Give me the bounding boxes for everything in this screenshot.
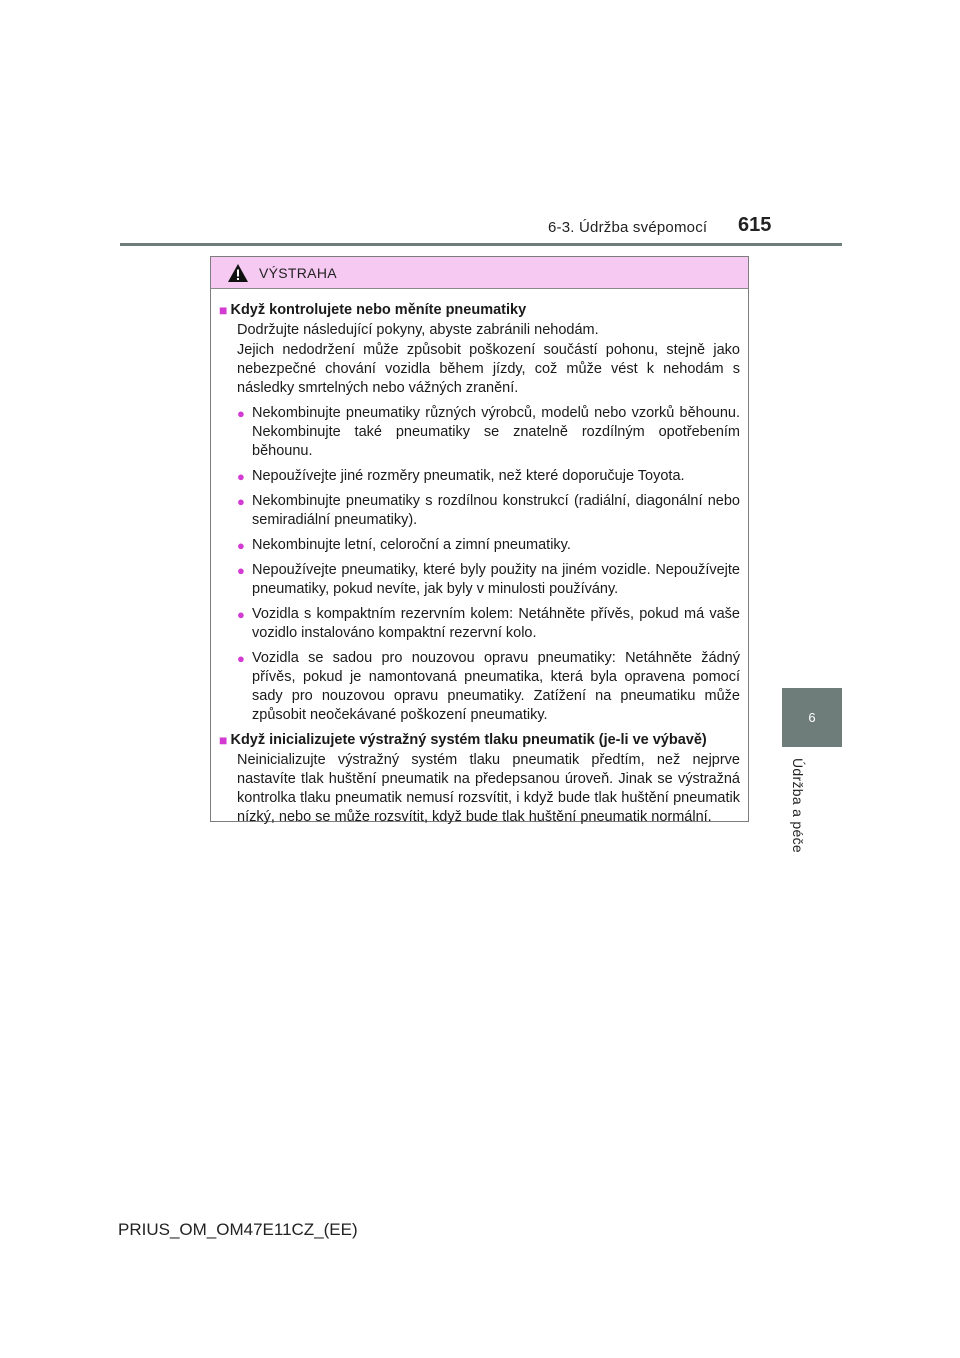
list-item: ● Vozidla se sadou pro nouzovou opravu pneumatiky: Netáhněte žádný přívěs, pokud je namontovaná pneumatika, která byla opravena pomocí sady pro nouzovou opravu pneumatiky. Zatížení na pneumatiku může způsobit neočekávané poškození pneumatiky. <box>237 650 740 723</box>
chapter-number: 6 <box>808 710 816 725</box>
warning-triangle-icon <box>227 263 249 283</box>
warning-title: VÝSTRAHA <box>259 264 337 281</box>
page-number: 615 <box>738 214 772 236</box>
section-heading: ■ Když inicializujete výstražný systém tlaku pneumatik (je-li ve výbavě) <box>219 732 707 748</box>
round-bullet-icon: ● <box>237 469 245 484</box>
section-heading: ■ Když kontrolujete nebo měníte pneumatiky <box>219 302 527 318</box>
list-item: ● Nepoužívejte pneumatiky, které byly použity na jiném vozidle. Nepoužívejte pneumatiky, pokud nevíte, jak byly v minulosti používány. <box>237 562 740 597</box>
list-item: ● Nekombinujte pneumatiky s rozdílnou konstrukcí (radiální, diagonální nebo semiradiální pneumatiky). <box>237 493 740 528</box>
list-item: ● Nekombinujte letní, celoroční a zimní pneumatiky. <box>237 537 571 553</box>
round-bullet-icon: ● <box>237 406 245 421</box>
round-bullet-icon: ● <box>237 563 245 578</box>
round-bullet-icon: ● <box>237 607 245 622</box>
round-bullet-icon: ● <box>237 494 245 509</box>
square-bullet-icon: ■ <box>219 732 228 748</box>
chapter-label: Údržba a péče <box>790 758 806 853</box>
warning-box <box>210 256 749 825</box>
header-divider <box>120 243 842 246</box>
warning-body <box>211 289 748 827</box>
paragraph: Dodržujte následující pokyny, abyste zabránili nehodám. <box>237 322 599 338</box>
round-bullet-icon: ● <box>237 538 245 553</box>
paragraph: Jejich nedodržení může způsobit poškození součástí pohonu, stejně jako nebezpečné chování vozidla během jízdy, což může vést k nehodám s následky smrtelných nebo vážných zranění. <box>237 342 740 396</box>
list-item: ● Vozidla s kompaktním rezervním kolem: Netáhněte přívěs, pokud má vaše vozidlo instalováno kompaktní rezervní kolo. <box>237 606 740 641</box>
round-bullet-icon: ● <box>237 651 245 666</box>
chapter-tab[interactable] <box>782 688 842 747</box>
manual-code: PRIUS_OM_OM47E11CZ_(EE) <box>118 1220 358 1239</box>
section-title: 6-3. Údržba svépomocí <box>548 219 708 236</box>
list-item: ● Nekombinujte pneumatiky různých výrobců, modelů nebo vzorků běhounu. Nekombinujte také pneumatiky se znatelně rozdílným opotřebením běhounu. <box>237 405 740 459</box>
bullet-list <box>219 404 740 725</box>
square-bullet-icon: ■ <box>219 302 228 318</box>
paragraph: Neinicializujte výstražný systém tlaku pneumatik předtím, než nejprve nastavíte tlak huštění pneumatik na předepsanou úroveň. Jinak se výstražná kontrolka tlaku pneumatik nemusí rozsvítit, i když bude tlak huštění pneumatik nízký, nebo se může rozsvítit, když bude tlak huštění pneumatik normální. <box>237 752 740 825</box>
list-item: ● Nepoužívejte jiné rozměry pneumatik, než které doporučuje Toyota. <box>237 468 685 484</box>
warning-header <box>211 257 748 289</box>
